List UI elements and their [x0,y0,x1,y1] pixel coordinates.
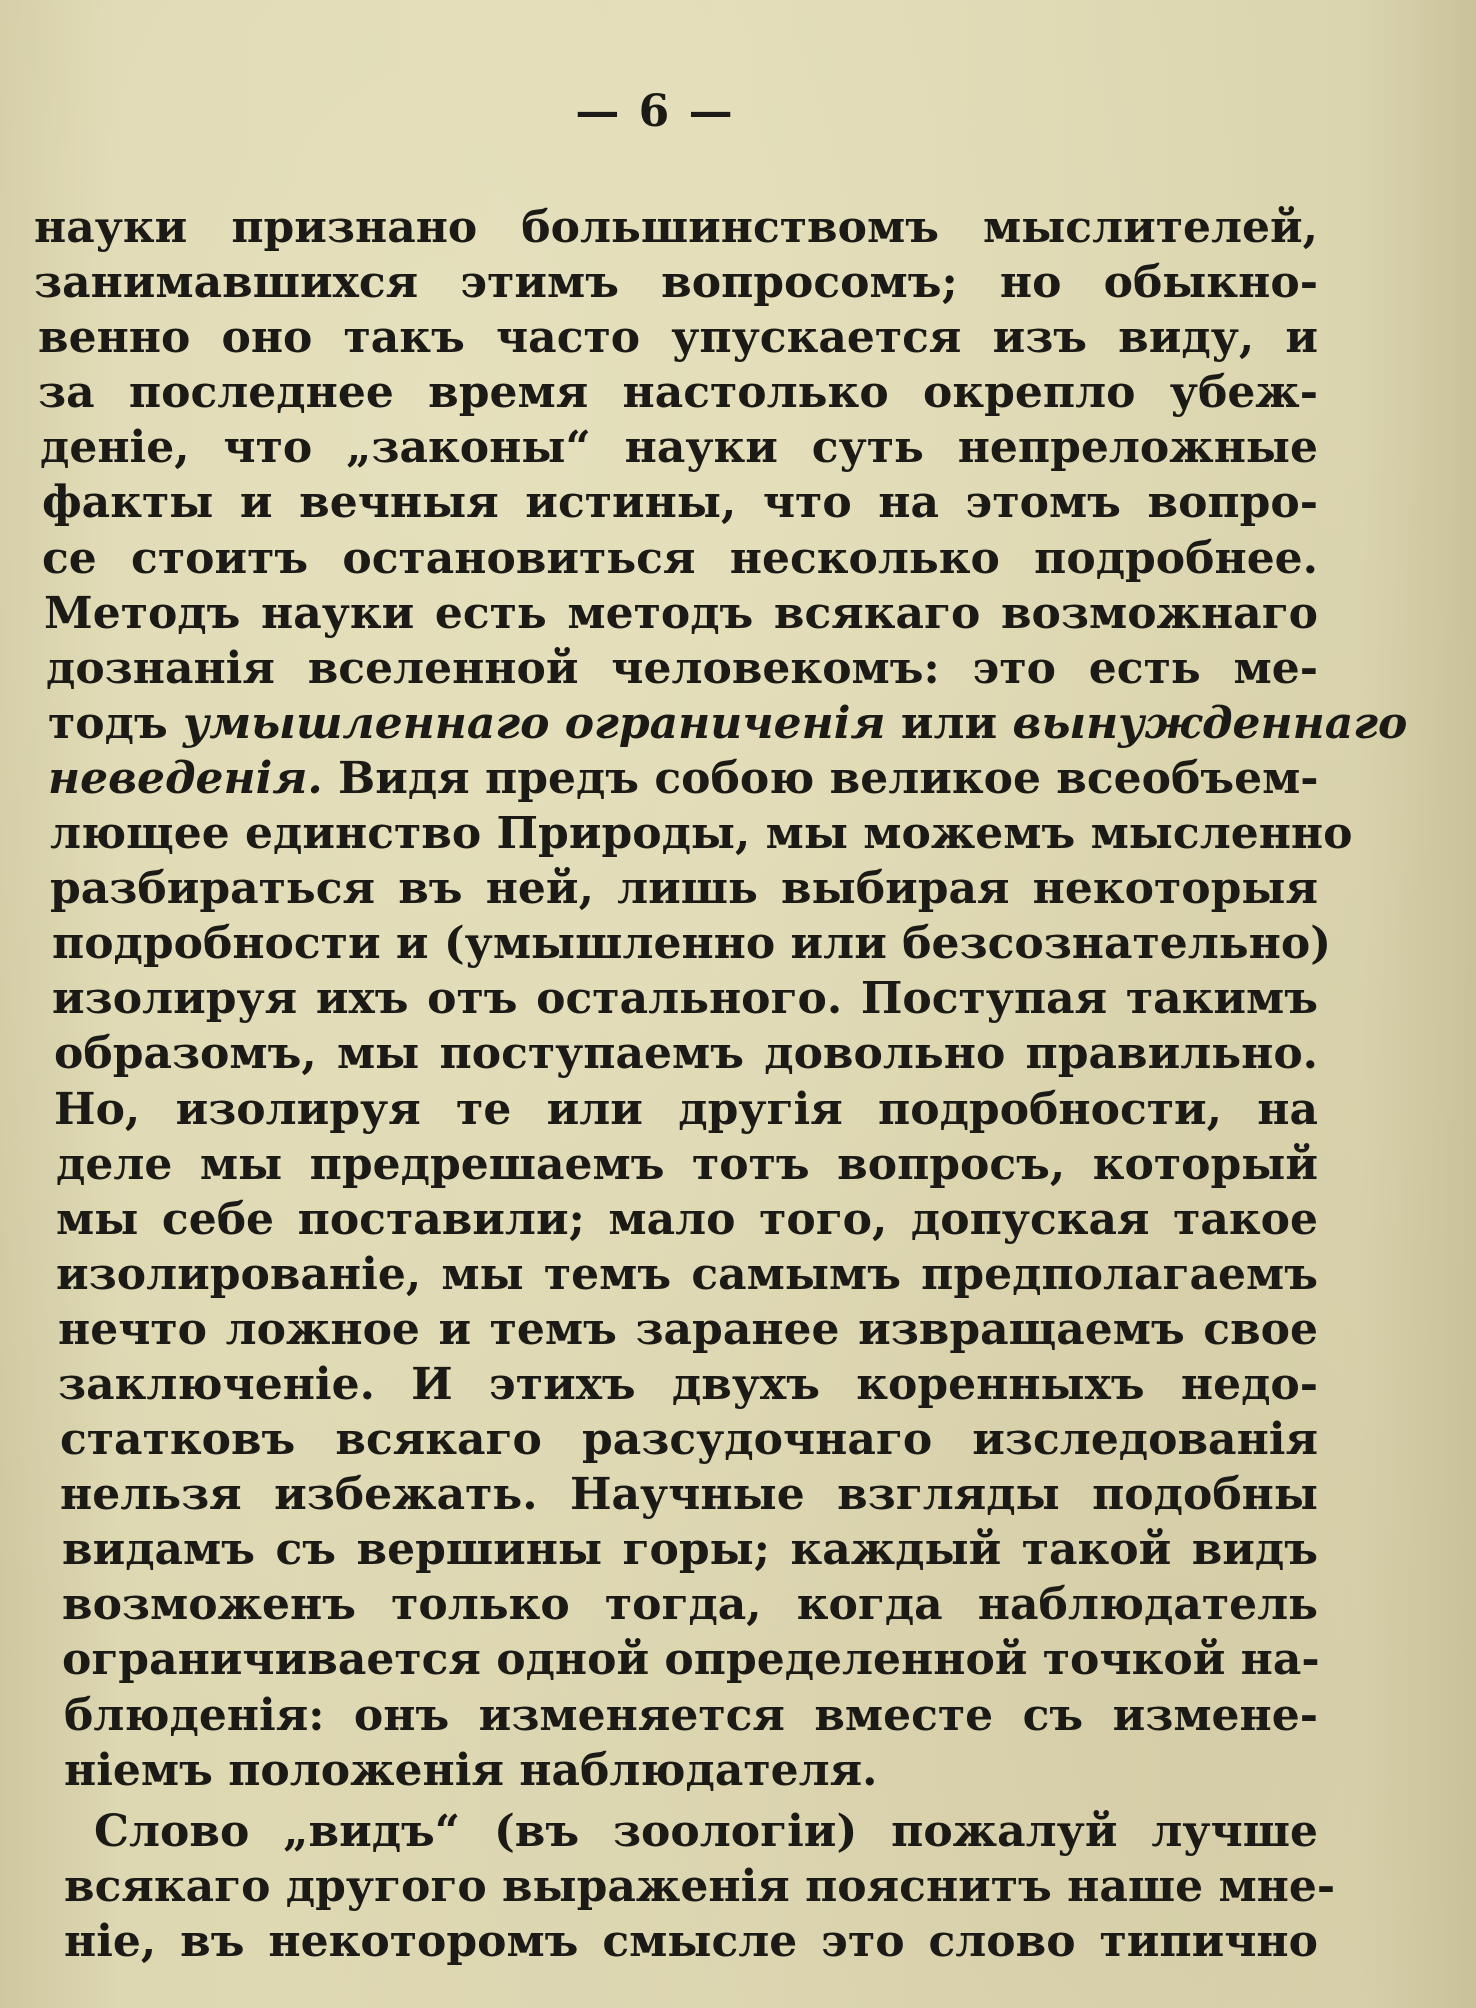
text-line: разбираться въ ней, лишь выбирая некоторыя [50,863,1318,915]
text-line-ignorance [34,751,1318,806]
text-line: за последнее время настолько окрепло убеж- [38,367,1318,419]
page-number: — 6 — [575,86,735,137]
text-line: ограничивается одной определенной точкой на- [62,1634,1320,1686]
text-line: ніе, въ некоторомъ смысле это слово типично [64,1915,1318,1967]
text-line: занимавшихся этимъ вопросомъ; но обыкно- [34,257,1318,309]
text-fragment: Видя предъ собою великое всеобъем- [338,752,1319,804]
text-line: всякаго другого выраженія пояснитъ наше мне- [64,1860,1336,1912]
text-line: се стоитъ остановиться несколько подробнее. [42,532,1318,584]
text-line: науки признано большинствомъ мыслителей, [34,202,1318,253]
text-line: образомъ, мы поступаемъ довольно правильно. [54,1028,1318,1080]
body-text [34,200,1408,1969]
text-line-paragraph-end: ніемъ положенія наблюдателя. [64,1744,878,1796]
text-line: факты и вечныя истины, что на этомъ вопро- [42,477,1318,529]
text-line: заключеніе. И этихъ двухъ коренныхъ недо- [58,1358,1318,1410]
text-fragment: тодъ [48,697,168,749]
text-line: венно оно такъ часто упускается изъ виду, и [38,312,1318,364]
text-line: возможенъ только тогда, когда наблюдатель [62,1579,1318,1631]
text-line: изолируя ихъ отъ остального. Поступая такимъ [52,973,1318,1025]
text-line: видамъ съ вершины горы; каждый такой видъ [62,1524,1318,1576]
text-line: нельзя избежать. Научные взгляды подобны [60,1469,1318,1521]
text-line: статковъ всякаго разсудочнаго изследованія [60,1414,1318,1466]
text-line: мы себе поставили; мало того, допуская такое [56,1193,1318,1245]
italic-phrase: неведенія. [48,752,323,804]
text-line: Методъ науки есть методъ всякаго возможнаго [44,587,1318,639]
text-line-paragraph-start: Слово „видъ“ (въ зоологіи) пожалуй лучше [94,1805,1318,1857]
italic-phrase: вынужденнаго [1012,697,1408,749]
text-line: деле мы предрешаемъ тотъ вопросъ, который [56,1138,1318,1190]
text-line: блюденія: онъ изменяется вместе съ измене- [64,1689,1318,1741]
text-line: нечто ложное и темъ заранее извращаемъ свое [58,1303,1318,1355]
text-fragment: или [900,697,998,749]
text-line: подробности и (умышленно или безсознательно) [52,918,1332,970]
text-line: Но, изолируя те или другія подробности, на [54,1083,1318,1135]
text-line: дознанія вселенной человекомъ: это есть ме- [46,642,1318,694]
text-line: деніе, что „законы“ науки суть непреложные [40,422,1318,474]
text-line: лющее единство Природы, мы можемъ мысленно [50,808,1353,860]
text-line: изолированіе, мы темъ самымъ предполагаемъ [56,1248,1318,1300]
text-line-method [34,696,1408,751]
italic-phrase: умышленнаго ограниченія [183,697,886,749]
